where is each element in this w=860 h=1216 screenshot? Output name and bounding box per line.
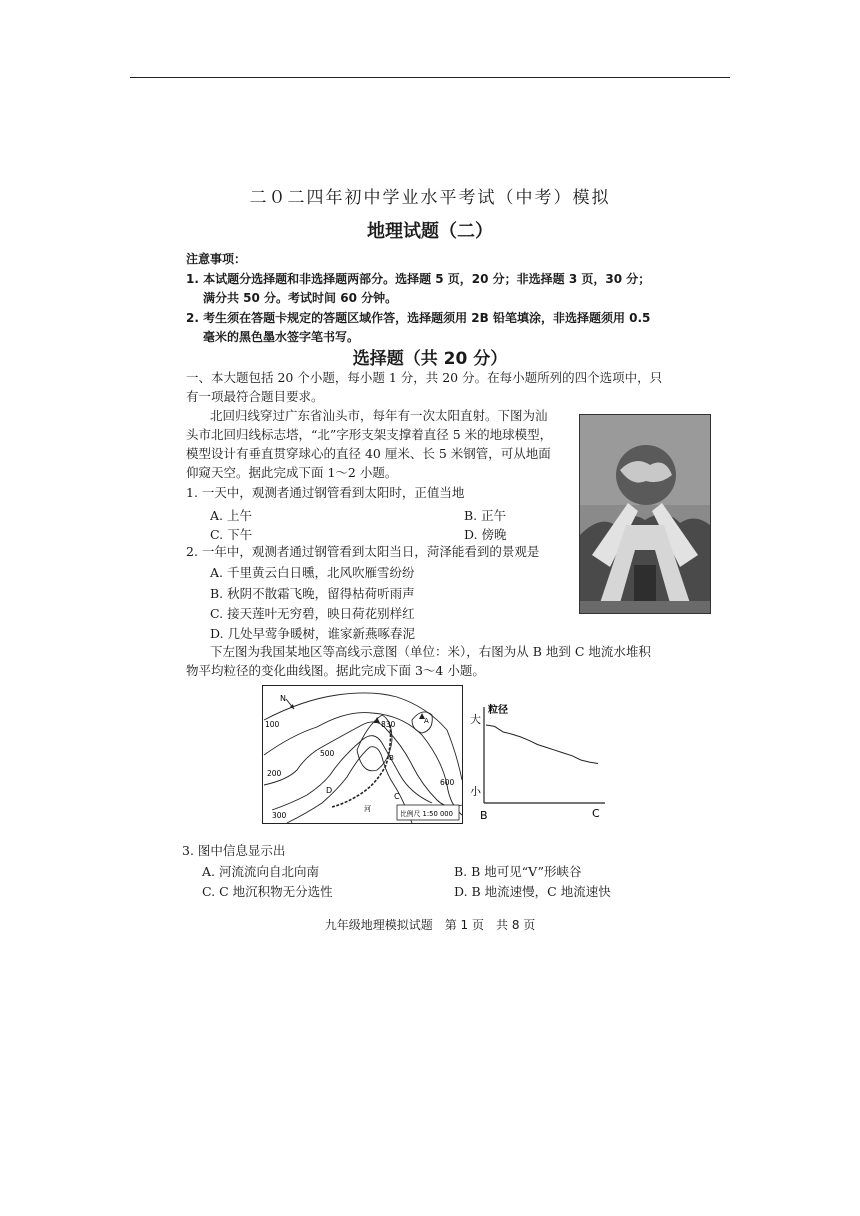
graph-y-low: 小	[470, 785, 481, 798]
q3-option-d: D. B 地流速慢，C 地流速快	[454, 884, 611, 899]
passage1-line2: 头市北回归线标志塔，“北”字形支架支撑着直径 5 米的地球模型，	[186, 427, 553, 442]
q2-option-b: B. 秋阴不散霜飞晚，留得枯荷听雨声	[210, 586, 415, 601]
particle-size-graph	[470, 695, 620, 825]
contour-map-figure	[262, 685, 463, 824]
q3-option-a: A. 河流流向自北向南	[202, 864, 319, 879]
q1-option-b: B. 正午	[464, 508, 507, 523]
tower-photo	[579, 414, 711, 614]
particle-size-curve	[486, 725, 598, 764]
graph-y-high: 大	[470, 713, 481, 726]
map-label-830: 830	[381, 720, 396, 729]
notice-heading: 注意事项：	[186, 252, 247, 266]
q2-option-d: D. 几处早莺争暖树，谁家新燕啄春泥	[210, 626, 416, 641]
map-scale-label: 比例尺 1:50 000	[400, 810, 453, 818]
subject-title: 地理试题（二）	[367, 221, 493, 242]
passage2-line2: 物平均粒径的变化曲线图。据此完成下面 3～4 小题。	[186, 663, 485, 678]
notice-item-1b: 满分共 50 分。考试时间 60 分钟。	[203, 291, 398, 305]
contour-map	[262, 685, 463, 824]
map-label-100: 100	[265, 720, 280, 729]
top-rule	[130, 77, 730, 78]
q2-option-a: A. 千里黄云白日曛，北风吹雁雪纷纷	[210, 565, 415, 580]
map-label-600: 600	[440, 778, 455, 787]
map-label-d: D	[326, 786, 333, 795]
q3-option-b: B. B 地可见“V”形峡谷	[454, 864, 582, 879]
graph-x-end: C	[592, 807, 600, 820]
map-label-b: B	[389, 754, 394, 762]
passage1-line3: 模型设计有垂直贯穿球心的直径 40 厘米、长 5 米钢管，可从地面	[186, 446, 551, 461]
map-label-500: 500	[320, 749, 335, 758]
map-label-a: A	[424, 717, 429, 725]
exam-title: 二０二四年初中学业水平考试（中考）模拟	[249, 188, 611, 208]
tower-photo-illustration	[580, 415, 710, 613]
notice-item-2b: 毫米的黑色墨水签字笔书写。	[203, 330, 360, 344]
graph-y-title: 粒径	[488, 705, 508, 716]
passage1-line4: 仰窥天空。据此完成下面 1～2 小题。	[186, 465, 398, 480]
q1-option-a: A. 上午	[210, 508, 252, 523]
notice-item-2a: 2. 考生须在答题卡规定的答题区域作答，选择题须用 2B 铅笔填涂，非选择题须用 0.5	[186, 311, 651, 325]
section-intro-b: 有一项最符合题目要求。	[186, 389, 324, 404]
q3-option-c: C. C 地沉积物无分选性	[202, 884, 333, 899]
notice-item-1a: 1. 本试题分选择题和非选择题两部分。选择题 5 页，20 分；非选择题 3 页，30 分；	[186, 272, 651, 286]
q2-stem: 2. 一年中，观测者通过钢管看到太阳当日，菏泽能看到的景观是	[186, 544, 540, 559]
passage1-line1: 北回归线穿过广东省汕头市，每年有一次太阳直射。下图为汕	[210, 408, 548, 423]
q2-option-c: C. 接天莲叶无穷碧，映日荷花别样红	[210, 606, 415, 621]
section-title: 选择题（共 20 分）	[352, 349, 508, 369]
q3-stem: 3. 图中信息显示出	[182, 843, 286, 858]
particle-size-graph-figure	[470, 695, 620, 825]
map-label-river: 河	[364, 805, 371, 813]
map-label-300: 300	[272, 811, 287, 820]
map-north-label: N	[280, 694, 286, 703]
q1-option-d: D. 傍晚	[464, 527, 507, 542]
section-intro-a: 一、本大题包括 20 个小题，每小题 1 分，共 20 分。在每小题所列的四个选项中，只	[186, 370, 663, 385]
passage2-line1: 下左图为我国某地区等高线示意图（单位：米），右图为从 B 地到 C 地流水堆积	[210, 644, 651, 659]
map-label-c: C	[394, 792, 400, 801]
q1-option-c: C. 下午	[210, 527, 253, 542]
map-label-200: 200	[267, 769, 282, 778]
q1-stem: 1. 一天中，观测者通过钢管看到太阳时，正值当地	[186, 485, 465, 500]
page-footer: 九年级地理模拟试题 第 1 页 共 8 页	[324, 918, 536, 932]
graph-x-start: B	[480, 809, 488, 822]
